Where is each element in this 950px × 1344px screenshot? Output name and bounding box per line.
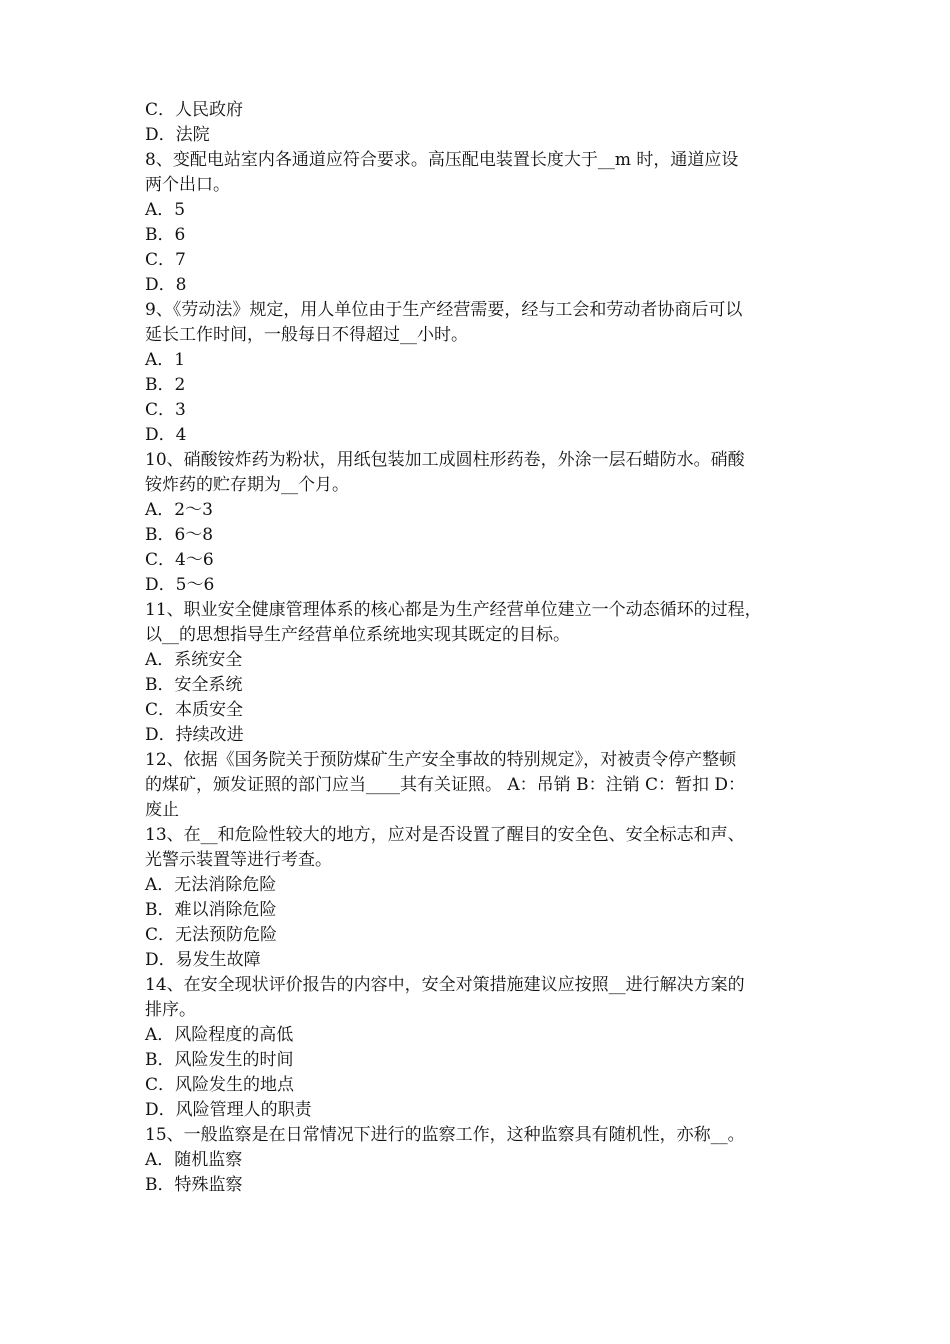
question-12-line-2: 的煤矿，颁发证照的部门应当____其有关证照。 A：吊销 B：注销 C：暂扣 D：	[145, 775, 746, 795]
option-line: D．5～6	[145, 575, 215, 595]
question-8-line-2: 两个出口。	[145, 175, 230, 195]
question-11-line-1: 11、职业安全健康管理体系的核心都是为生产经营单位建立一个动态循环的过程，	[145, 600, 762, 620]
option-line: D．4	[145, 425, 187, 445]
option-line: A．无法消除危险	[145, 875, 277, 895]
option-line: D．持续改进	[145, 725, 244, 745]
option-line: B．特殊监察	[145, 1175, 243, 1195]
question-9-line-1: 9、《劳动法》规定，用人单位由于生产经营需要，经与工会和劳动者协商后可以	[145, 300, 743, 320]
option-line: B．安全系统	[145, 675, 243, 695]
option-line: C．本质安全	[145, 700, 244, 720]
option-line: B．风险发生的时间	[145, 1050, 294, 1070]
question-10-line-2: 铵炸药的贮存期为__个月。	[145, 475, 349, 495]
question-11-line-2: 以__的思想指导生产经营单位系统地实现其既定的目标。	[145, 625, 570, 645]
option-line: A．2～3	[145, 500, 213, 520]
option-line: C．3	[145, 400, 186, 420]
option-line: A．随机监察	[145, 1150, 243, 1170]
question-9-line-2: 延长工作时间，一般每日不得超过__小时。	[145, 325, 468, 345]
question-12-line-3: 废止	[145, 800, 179, 820]
option-line: D．法院	[145, 125, 210, 145]
option-line: B．2	[145, 375, 186, 395]
option-line: A．5	[145, 200, 186, 220]
question-12-line-1: 12、依据《国务院关于预防煤矿生产安全事故的特别规定》，对被责令停产整顿	[145, 750, 737, 770]
question-8-line-1: 8、变配电站室内各通道应符合要求。高压配电装置长度大于__m 时，通道应设	[145, 150, 739, 170]
option-line: B．6	[145, 225, 186, 245]
option-line: C．7	[145, 250, 186, 270]
question-14-line-2: 排序。	[145, 1000, 196, 1020]
question-14-line-1: 14、在安全现状评价报告的内容中，安全对策措施建议应按照__进行解决方案的	[145, 975, 745, 995]
document-page	[145, 98, 815, 1198]
option-line: A．风险程度的高低	[145, 1025, 294, 1045]
option-line: D．8	[145, 275, 187, 295]
option-line: A．系统安全	[145, 650, 243, 670]
option-line: A．1	[145, 350, 186, 370]
option-line: B．6～8	[145, 525, 214, 545]
question-13-line-1: 13、在__和危险性较大的地方，应对是否设置了醒目的安全色、安全标志和声、	[145, 825, 745, 845]
option-line: C．无法预防危险	[145, 925, 278, 945]
option-line: C．4～6	[145, 550, 214, 570]
option-line: C．人民政府	[145, 100, 244, 120]
option-line: C．风险发生的地点	[145, 1075, 295, 1095]
option-line: D．风险管理人的职责	[145, 1100, 312, 1120]
question-13-line-2: 光警示装置等进行考查。	[145, 850, 332, 870]
option-line: B．难以消除危险	[145, 900, 277, 920]
question-15-line-1: 15、一般监察是在日常情况下进行的监察工作，这种监察具有随机性，亦称__。	[145, 1125, 745, 1145]
question-10-line-1: 10、硝酸铵炸药为粉状，用纸包装加工成圆柱形药卷，外涂一层石蜡防水。硝酸	[145, 450, 745, 470]
option-line: D．易发生故障	[145, 950, 261, 970]
